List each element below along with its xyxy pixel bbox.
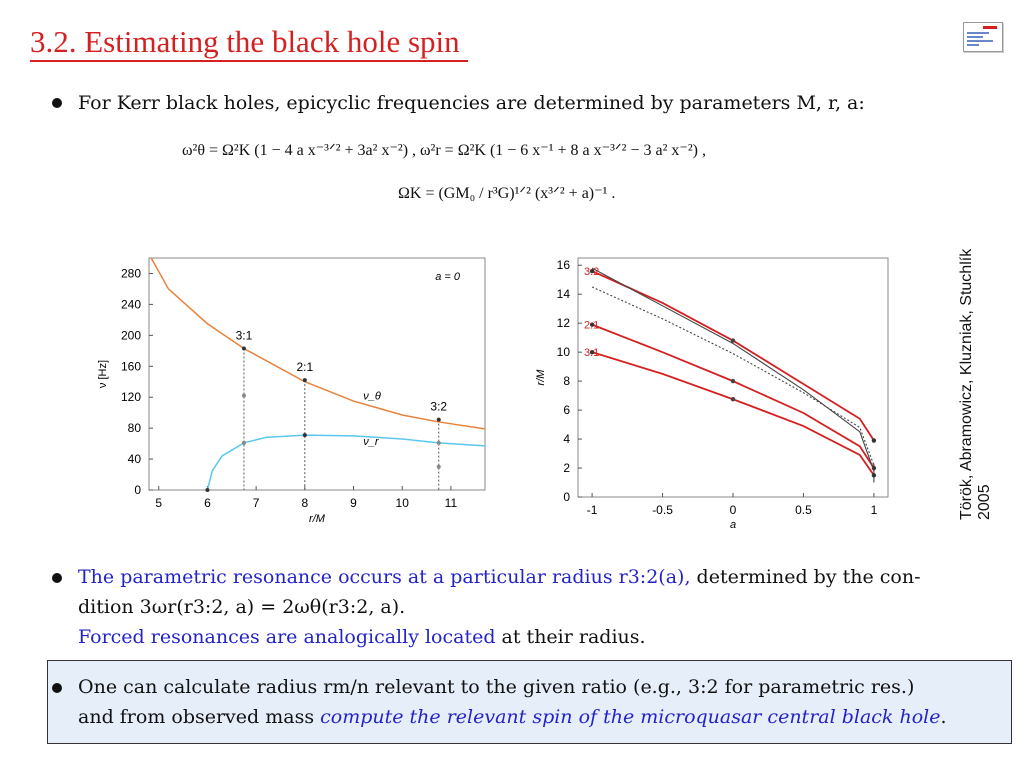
chart2-ytick-label: 16 bbox=[556, 258, 570, 273]
chart1-xtick-label: 9 bbox=[350, 496, 357, 510]
bullet-2-text bbox=[78, 562, 1008, 652]
citation-authors: Török, Abramowicz, Kluzniak, Stuchlík bbox=[958, 248, 975, 520]
chart2-ytick-label: 0 bbox=[563, 490, 570, 504]
bullet-2-rest: determined by the con- bbox=[690, 566, 921, 588]
chart1-curve-label: ν_θ bbox=[363, 390, 381, 403]
bullet-3-highlight: compute the relevant spin of the microquasar central black hole bbox=[320, 706, 941, 728]
bullet-2-forced-rest: at their radius. bbox=[495, 626, 646, 648]
bullet-3-icon bbox=[52, 683, 62, 693]
chart1-ytick-label: 40 bbox=[127, 452, 141, 467]
bullet-2-line2: dition 3ωr(r3:2, a) = 2ωθ(r3:2, a). bbox=[78, 596, 406, 618]
bullet-1-icon bbox=[52, 98, 62, 108]
chart1-xtick-label: 10 bbox=[395, 496, 409, 510]
citation-year: 2005 bbox=[976, 484, 993, 520]
chart2-series-label: 2:1 bbox=[584, 319, 600, 332]
chart1-ytick-label: 280 bbox=[120, 266, 141, 281]
chart2-ylabel: r/M bbox=[535, 369, 547, 386]
chart1-resonance-label: 3:1 bbox=[235, 328, 253, 343]
frequency-chart bbox=[92, 250, 492, 539]
chart1-annotation: a = 0 bbox=[435, 271, 460, 283]
chart1-xtick-label: 6 bbox=[204, 496, 211, 510]
chart1-isco-point bbox=[205, 488, 209, 492]
chart1-resonance-label: 3:2 bbox=[430, 399, 448, 414]
bullet-3-period: . bbox=[940, 706, 947, 728]
chart1-ytick-label: 160 bbox=[120, 359, 141, 374]
thumb-line bbox=[967, 36, 983, 38]
chart2-point bbox=[731, 379, 735, 383]
chart1-resonance-point bbox=[437, 441, 441, 445]
chart1-resonance-point bbox=[437, 465, 441, 469]
chart2-ytick-label: 8 bbox=[563, 374, 570, 389]
bullet-1-text: For Kerr black holes, epicyclic frequencies are determined by parameters M, r, a: bbox=[78, 92, 865, 114]
chart2-ytick-label: 6 bbox=[563, 403, 570, 418]
chart2-xtick-label: -1 bbox=[586, 503, 598, 517]
chart2-xtick-label: 1 bbox=[870, 503, 878, 517]
chart2-ytick-label: 2 bbox=[563, 461, 570, 476]
chart2-point bbox=[872, 438, 876, 442]
bullet-3-plain: and from observed mass bbox=[78, 706, 321, 728]
chart1-resonance-point bbox=[303, 433, 307, 437]
chart1-xtick-label: 5 bbox=[155, 496, 163, 510]
bullet-2-forced-highlight: Forced resonances are analogically located bbox=[78, 626, 496, 648]
chart2-ytick-label: 4 bbox=[563, 432, 570, 447]
slide-thumbnail-icon[interactable] bbox=[963, 22, 1003, 52]
chart1-resonance-point bbox=[242, 346, 246, 350]
chart2-ytick-label: 10 bbox=[556, 345, 570, 360]
equation-keplerian: ΩK = (GM₀ / r³G)¹ᐟ² (x³ᐟ² + a)⁻¹ . bbox=[398, 185, 616, 202]
chart2-ytick-label: 14 bbox=[556, 287, 570, 302]
chart1-ytick-label: 200 bbox=[120, 328, 141, 343]
chart1-resonance-point bbox=[437, 418, 441, 422]
chart2-xtick-label: 0 bbox=[729, 503, 737, 517]
chart1-xlabel: r/M bbox=[309, 513, 325, 525]
thumb-line bbox=[967, 32, 989, 34]
thumb-line bbox=[967, 44, 979, 46]
equation-frequencies: ω²θ = Ω²K (1 − 4 a x⁻³ᐟ² + 3a² x⁻²) , ω²r = Ω²K (1 − 6 x⁻¹ + 8 a x⁻³ᐟ² − 3 a² x⁻²) , bbox=[182, 142, 706, 159]
thumb-line bbox=[967, 40, 993, 42]
chart1-ytick-label: 120 bbox=[120, 390, 141, 405]
chart1-xtick-label: 8 bbox=[301, 496, 309, 510]
chart1-resonance-label: 2:1 bbox=[296, 360, 314, 375]
radius-spin-chart bbox=[528, 250, 908, 539]
chart2-xlabel: a bbox=[729, 519, 737, 531]
chart2-xtick-label: -0.5 bbox=[652, 503, 673, 517]
radius-spin-chart-svg bbox=[528, 250, 908, 535]
bullet-3-text bbox=[78, 672, 1008, 732]
chart1-resonance-point bbox=[242, 394, 246, 398]
chart2-series-label: 3:1 bbox=[584, 347, 600, 360]
chart1-ytick-label: 80 bbox=[127, 421, 141, 436]
chart1-xtick-label: 7 bbox=[252, 496, 260, 510]
bullet-2-icon bbox=[52, 573, 62, 583]
citation bbox=[958, 200, 998, 520]
chart2-xtick-label: 0.5 bbox=[795, 503, 812, 517]
thumb-red-mark bbox=[983, 26, 997, 29]
chart1-plot-area bbox=[149, 258, 485, 490]
bullet-2-highlight: The parametric resonance occurs at a particular radius r3:2(a), bbox=[78, 566, 691, 588]
chart1-ytick-label: 240 bbox=[120, 297, 141, 312]
chart2-series-label: 3:2 bbox=[584, 266, 600, 279]
chart2-plot-area bbox=[578, 258, 888, 497]
chart1-resonance-point bbox=[303, 378, 307, 382]
chart1-xtick-label: 11 bbox=[444, 496, 458, 510]
chart1-curve-label: ν_r bbox=[363, 436, 379, 449]
bullet-3-line1: One can calculate radius rm/n relevant to the given ratio (e.g., 3:2 for parametric res.) bbox=[78, 676, 915, 698]
chart1-resonance-point bbox=[242, 441, 246, 445]
frequency-chart-svg bbox=[92, 250, 492, 535]
chart1-ylabel: ν [Hz] bbox=[97, 359, 109, 389]
slide-title: 3.2. Estimating the black hole spin bbox=[30, 24, 468, 62]
chart2-ytick-label: 12 bbox=[556, 316, 570, 331]
chart2-point bbox=[731, 397, 735, 401]
chart1-ytick-label: 0 bbox=[134, 483, 141, 497]
